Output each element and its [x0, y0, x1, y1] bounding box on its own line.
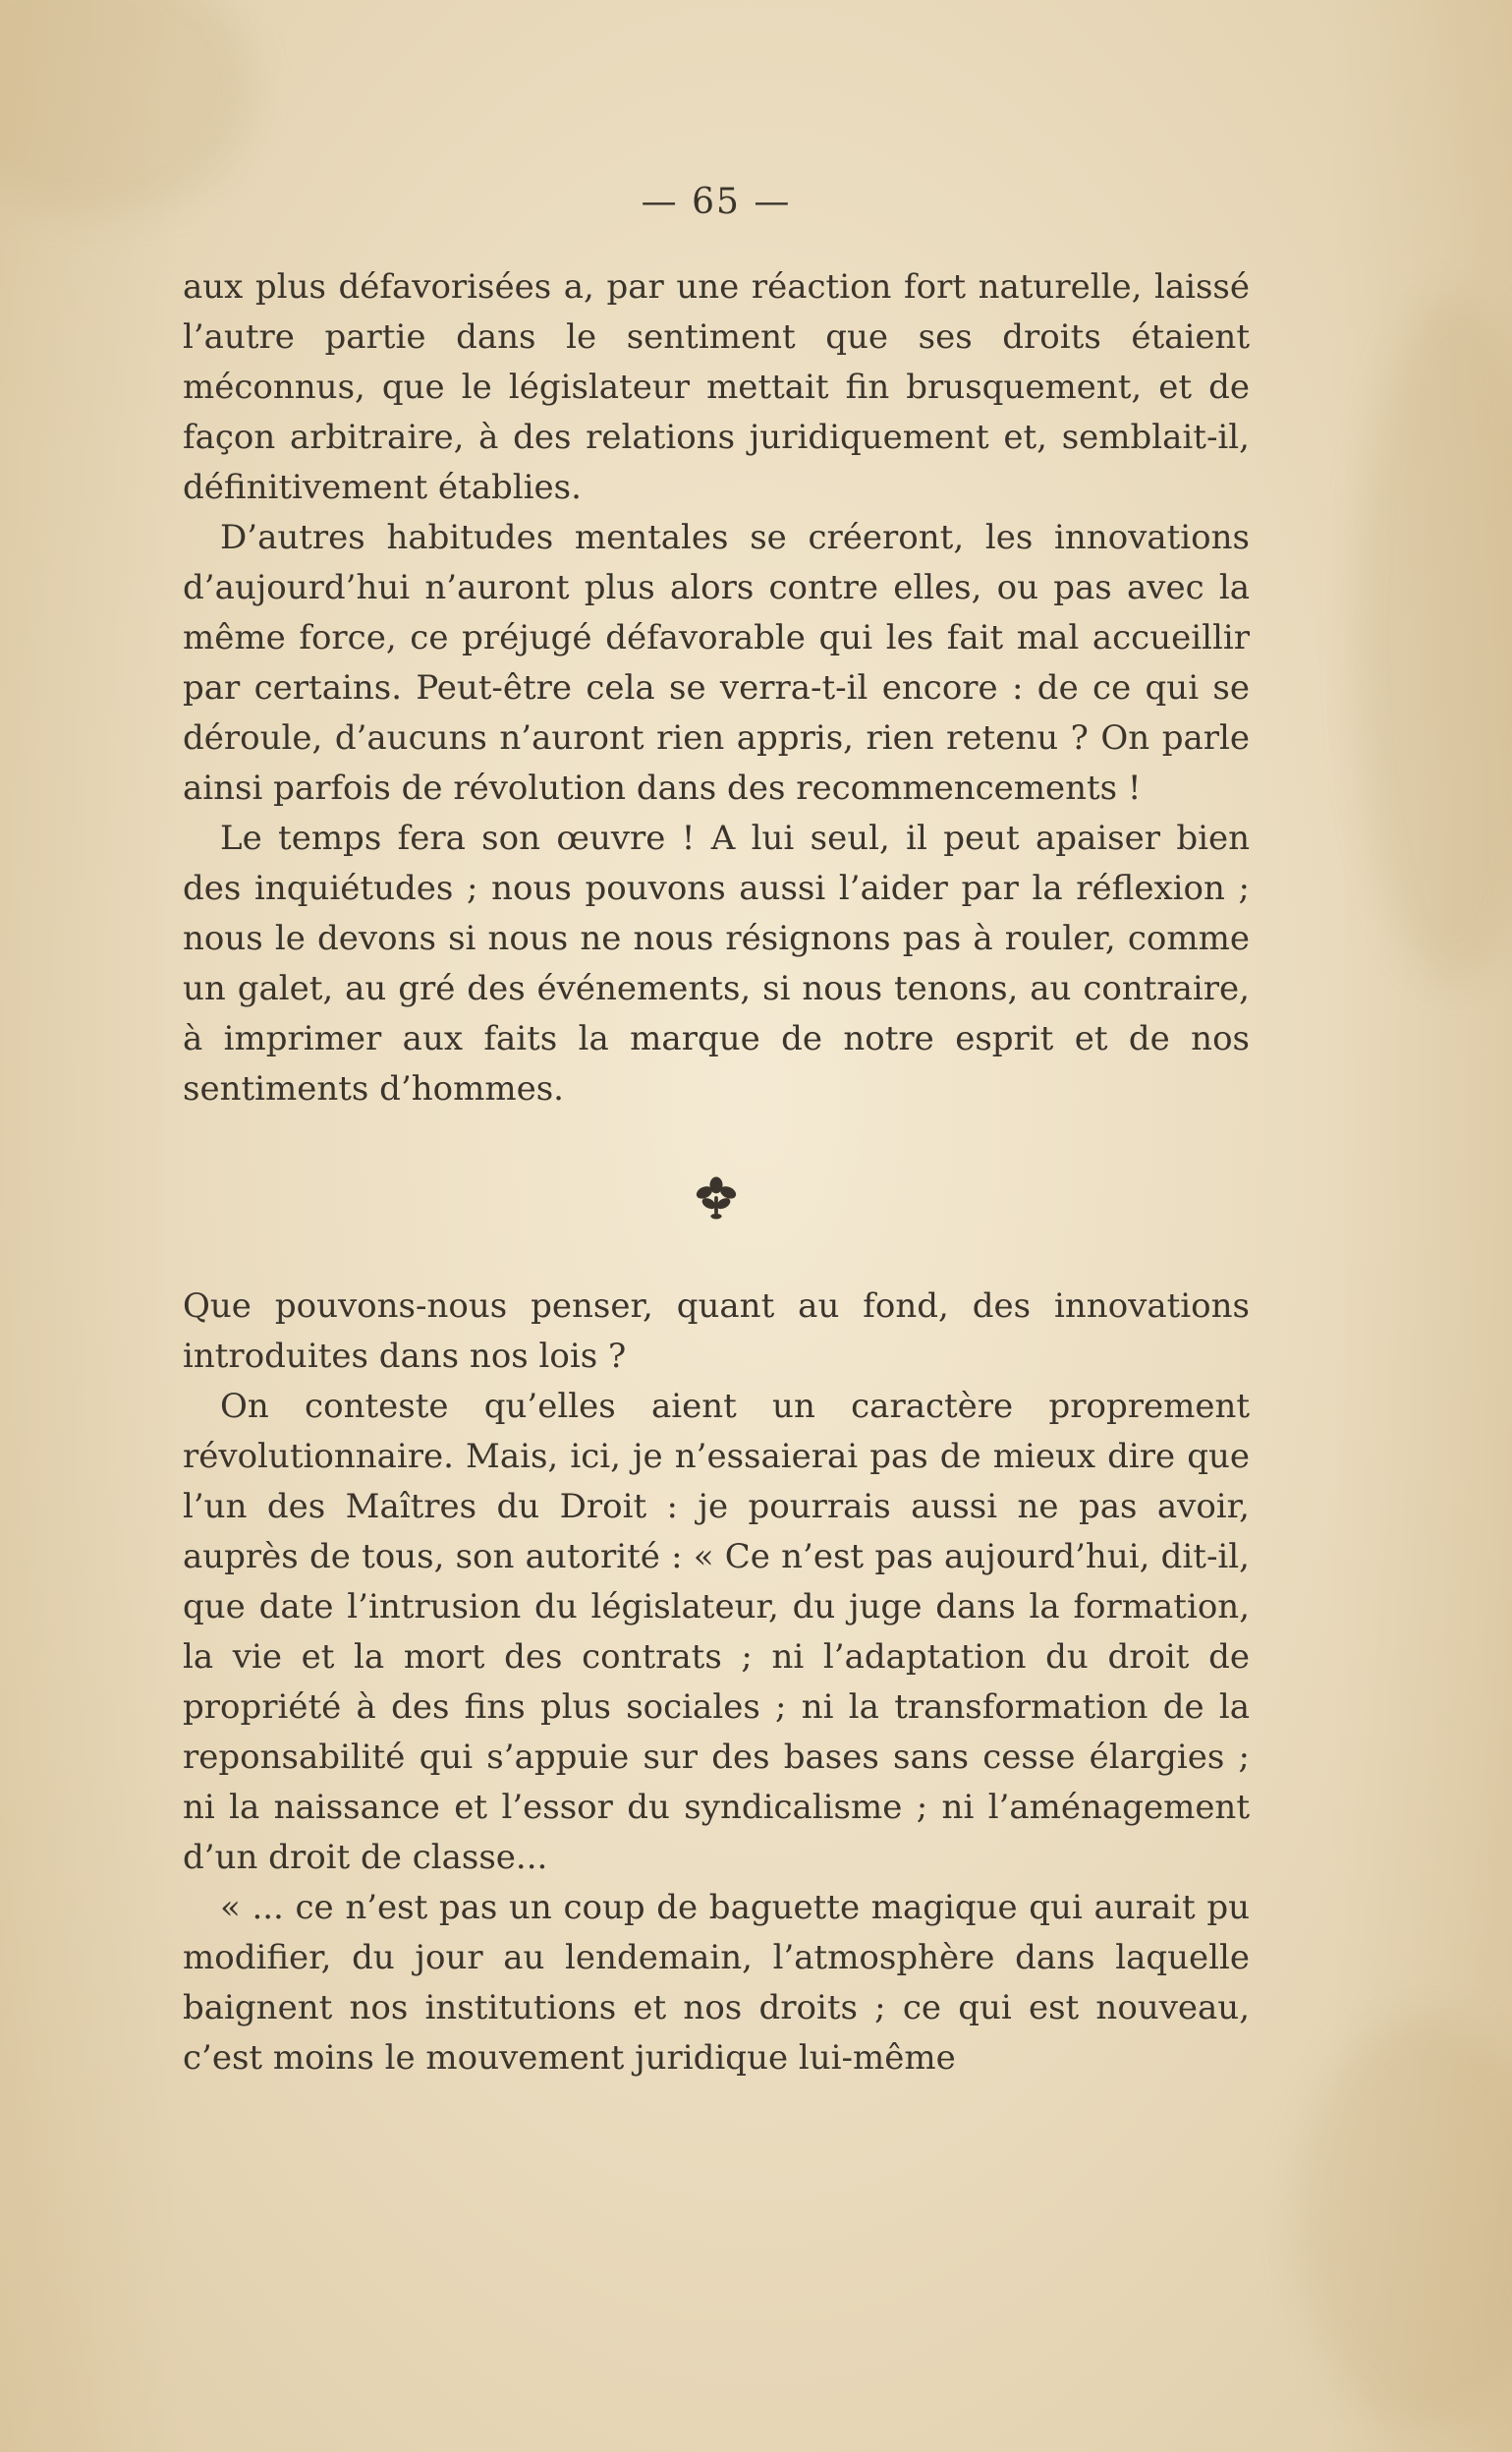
paper-stain — [1356, 295, 1512, 983]
fleuron-icon — [689, 1170, 744, 1226]
section-ornament — [183, 1114, 1250, 1282]
paragraph: Que pouvons-nous penser, quant au fond, des innovations introduites dans nos lois ? — [183, 1286, 1250, 1376]
paragraph: Le temps fera son œuvre ! A lui seul, il peut apaiser bien des inquiétudes ; nous pouvons aussi l’aider par la réflexion ; nous le devons si nous ne nous résignons pas à rouler, comme un galet, au gré des événements, si nous tenons, au contraire, à imprimer aux faits la marque de notre esprit et de nos sentiments d’hommes. — [183, 819, 1250, 1109]
paragraph: D’autres habitudes mentales se créeront, les innovations d’aujourd’hui n’auront plus alors contre elles, ou pas avec la même force, ce préjugé défavorable qui les fait mal accueillir par certains. Peut-être cela se verra-t-il encore : de ce qui se déroule, d’aucuns n’auront rien appris, rien retenu ? On parle ainsi parfois de révolution dans des recommencements ! — [183, 518, 1250, 808]
paper-stain — [1297, 2015, 1512, 2427]
page-number: — 65 — — [641, 182, 792, 222]
paragraph: On conteste qu’elles aient un caractère proprement révolutionnaire. Mais, ici, je n’essaierai pas de mieux dire que l’un des Maîtres du Droit : je pourrais aussi ne pas avoir, auprès de tous, son autorité : « Ce n’est pas aujourd’hui, dit-il, que date l’intrusion du législateur, du juge dans la formation, la vie et la mort des contrats ; ni l’adaptation du droit de propriété à des fins plus sociales ; ni la transformation de la reponsabilité qui s’appuie sur des bases sans cesse élargies ; ni la naissance et l’essor du syndicalisme ; ni l’aménagement d’un droit de classe... — [183, 1387, 1250, 1877]
paragraph: « ... ce n’est pas un coup de baguette magique qui aurait pu modifier, du jour au lendemain, l’atmosphère dans laquelle baignent nos institutions et nos droits ; ce qui est nouveau, c’est moins le mouvement juridique lui-même — [183, 1888, 1250, 2078]
paragraph: aux plus défavorisées a, par une réaction fort naturelle, laissé l’autre partie dans le sentiment que ses droits étaient méconnus, que le législateur mettait fin brusquement, et de façon arbitraire, à des relations juridiquement et, semblait-il, définitivement établies. — [183, 267, 1250, 507]
page-text — [183, 177, 1250, 2083]
